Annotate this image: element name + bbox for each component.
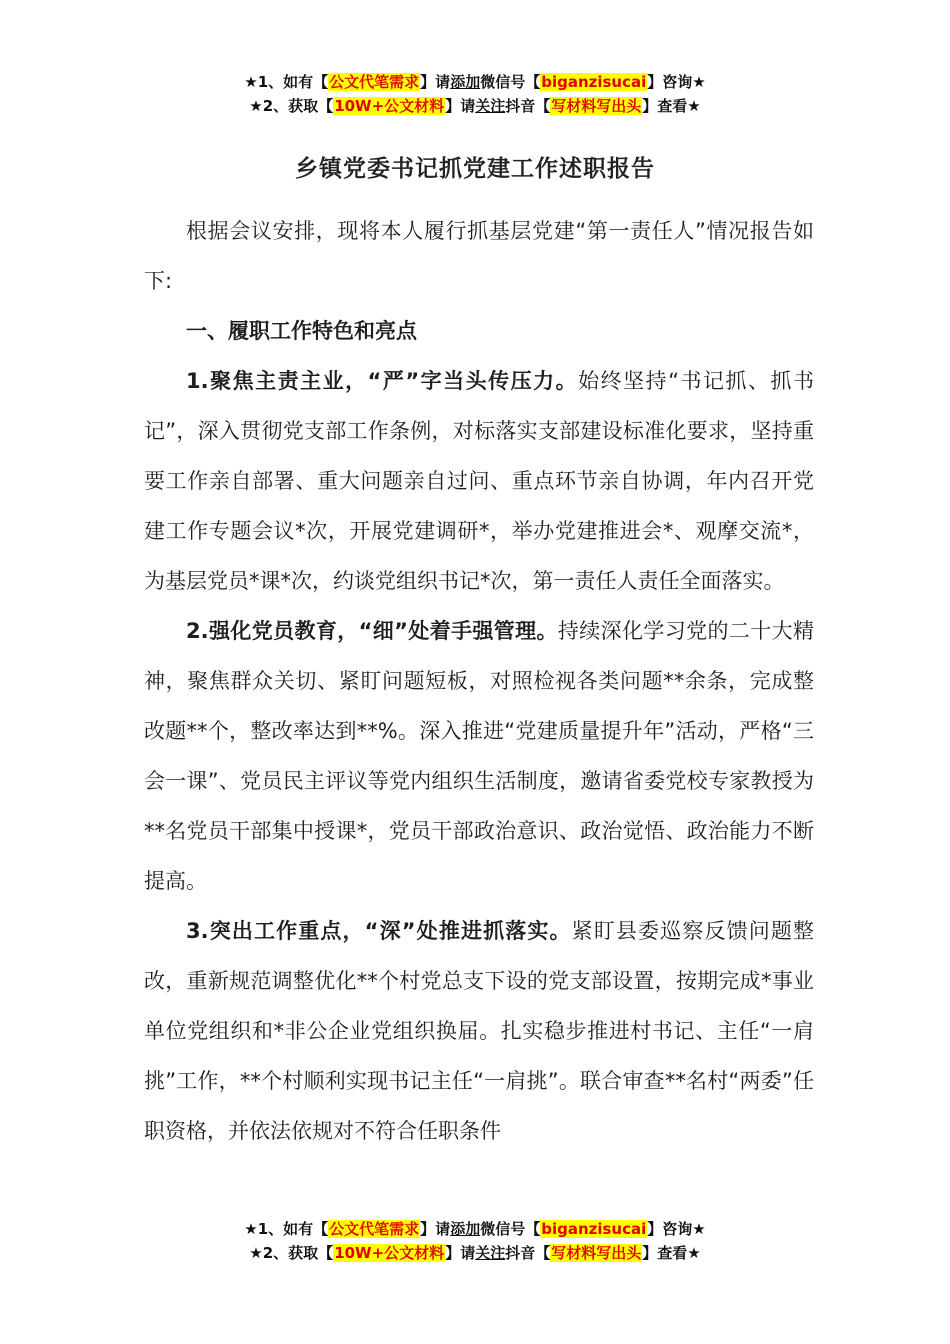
promo-text: 】查看★ (642, 97, 701, 115)
promo-underline: 添加 (450, 1220, 481, 1238)
promo-line-1 (0, 70, 950, 94)
promo-highlight: 公文代笔需求 (329, 73, 420, 91)
paragraph-2-text: 持续深化学习党的二十大精神，聚焦群众关切、紧盯问题短板，对照检视各类问题**余条，完成整改题**个，整改率达到**%。深入推进“党建质量提升年”活动，严格“三会一课”、党员民主评议等党内组织生活制度，邀请省委党校专家教授为**名党员干部集中授课*，党员干部政治意识、政治觉悟、政治能力不断提高。 (144, 619, 815, 893)
promo-text: ★2、获取【 (249, 1244, 334, 1262)
promo-text: ★1、如有【 (244, 73, 329, 91)
promo-text: 微信号【 (480, 1220, 541, 1238)
wechat-id-highlight: biganzisucai (541, 1220, 647, 1238)
paragraph-3-heading: 3.突出工作重点，“深”处推进抓落实。 (186, 919, 572, 943)
douyin-id-highlight: 写材料写出头 (551, 97, 642, 115)
douyin-id-highlight: 写材料写出头 (551, 1244, 642, 1262)
promo-text: 】请 (420, 73, 451, 91)
promo-text: 抖音【 (505, 97, 551, 115)
promo-text: 】查看★ (642, 1244, 701, 1262)
promo-text: ★2、获取【 (249, 97, 334, 115)
wechat-id-highlight: biganzisucai (541, 73, 647, 91)
promo-text: ★1、如有【 (244, 1220, 329, 1238)
promo-text: 微信号【 (480, 73, 541, 91)
promo-text: 抖音【 (505, 1244, 551, 1262)
promo-highlight: 10W+公文材料 (334, 1244, 445, 1262)
paragraph-2-heading: 2.强化党员教育，“细”处着手强管理。 (186, 619, 558, 643)
paragraph-1-heading: 1.聚焦主责主业，“严”字当头传压力。 (186, 369, 579, 393)
promo-highlight: 10W+公文材料 (334, 97, 445, 115)
paragraph-2 (144, 606, 814, 906)
promo-underline: 关注 (475, 97, 506, 115)
promo-text: 】请 (420, 1220, 451, 1238)
promo-text: 】请 (445, 97, 476, 115)
promo-highlight: 公文代笔需求 (329, 1220, 420, 1238)
promo-text: 】请 (445, 1244, 476, 1262)
paragraph-1 (144, 356, 814, 606)
promo-text: 】咨询★ (647, 1220, 706, 1238)
promo-underline: 关注 (475, 1244, 506, 1262)
section-heading: 一、履职工作特色和亮点 (186, 319, 417, 343)
paragraph-3 (144, 906, 814, 1156)
paragraph-3-text: 紧盯县委巡察反馈问题整改，重新规范调整优化**个村党总支下设的党支部设置，按期完成*事业单位党组织和*非公企业党组织换届。扎实稳步推进村书记、主任“一肩挑”工作，**个村顺利实现书记主任“一肩挑”。联合审查**名村“两委”任职资格，并依法依规对不符合任职条件 (144, 919, 814, 1143)
promo-banner-top (0, 70, 950, 118)
promo-banner-bottom (0, 1217, 950, 1265)
document-body (144, 206, 814, 1156)
promo-underline: 添加 (450, 73, 481, 91)
promo-line-2 (0, 1241, 950, 1265)
intro-paragraph: 根据会议安排，现将本人履行抓基层党建“第一责任人”情况报告如下: (144, 219, 814, 293)
paragraph-1-text: 始终坚持“书记抓、抓书记”，深入贯彻党支部工作条例，对标落实支部建设标准化要求，坚持重要工作亲自部署、重大问题亲自过问、重点环节亲自协调，年内召开党建工作专题会议*次，开展党建调研*，举办党建推进会*、观摩交流*，为基层党员*课*次，约谈党组织书记*次，第一责任人责任全面落实。 (144, 369, 814, 593)
document-title: 乡镇党委书记抓党建工作述职报告 (295, 156, 655, 182)
promo-line-1 (0, 1217, 950, 1241)
promo-line-2 (0, 94, 950, 118)
promo-text: 】咨询★ (647, 73, 706, 91)
